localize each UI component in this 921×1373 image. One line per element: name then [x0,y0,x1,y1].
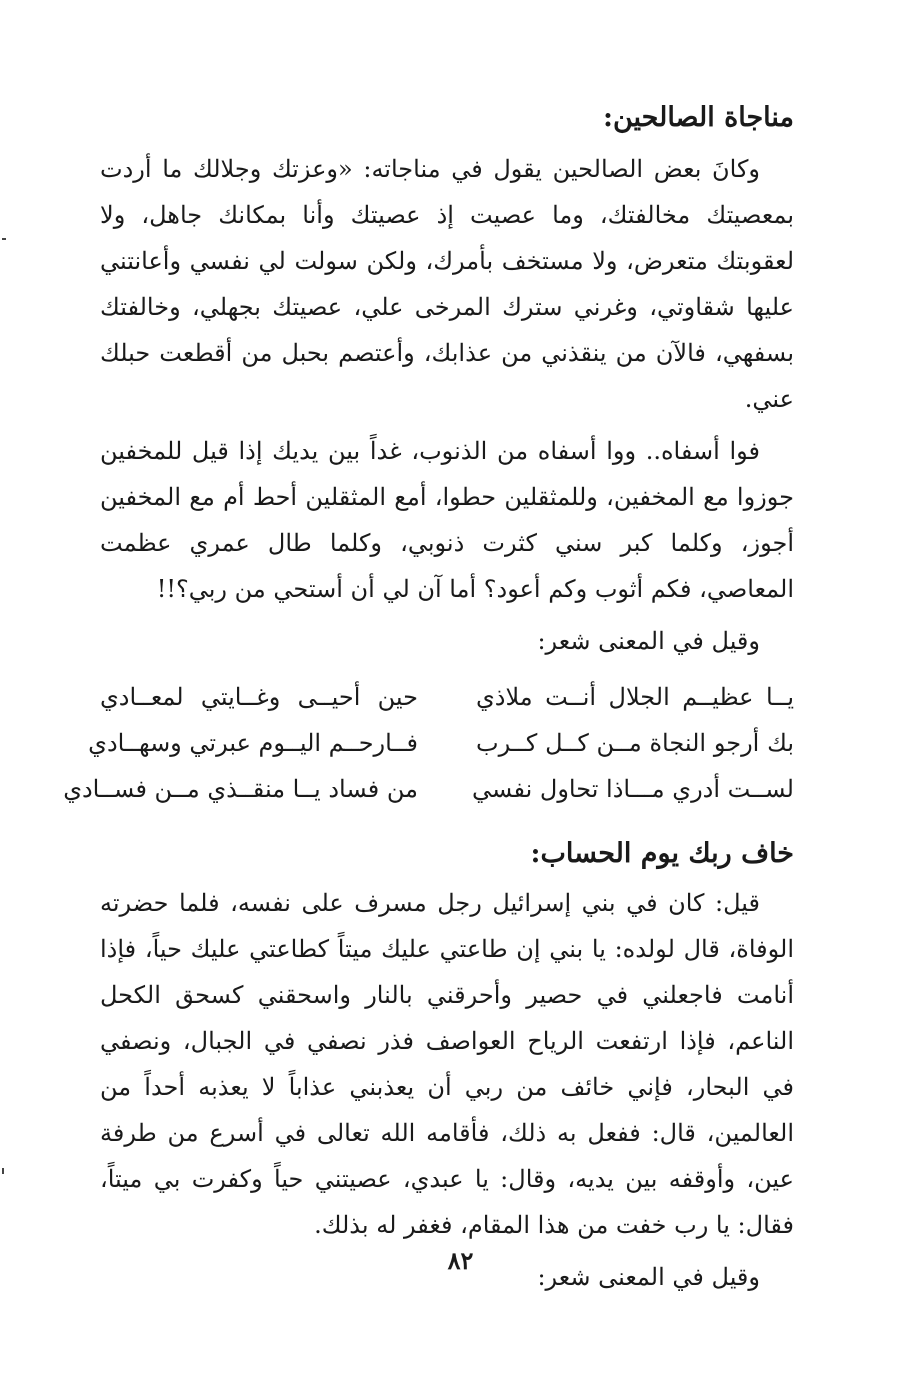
poem-hemistich-second: حين أحيــى وغــايتي لمعــادي [100,683,418,711]
poem-intro: وقيل في المعنى شعر: [537,627,760,655]
poem-line [100,674,794,720]
section-heading-hisab: خاف ربك يوم الحساب: [530,838,794,869]
poem [63,674,794,812]
poem-line [63,766,794,812]
poem-hemistich-first: بك أرجو النجاة مــن كــل كــرب [476,729,794,757]
margin-mark [2,238,6,240]
paragraph-munajat: وكانَ بعض الصالحين يقول في مناجاته: «وعزتك وجلالك ما أردت بمعصيتك مخالفتك، وما عصيت إذ عصيتك وأنا بمكانك جاهل، ولا لعقوبتك متعرض، ولا مستخف بأمرك، ولكن سولت لي نفسي وأعانتني عليها شقاوتي، وغرني سترك المرخى علي، عصيتك بجهلي، وخالفتك بسفهي، فالآن من ينقذني من عذابك، وأعتصم بحبل من أقطعت حبلك عني. [100,155,795,413]
margin-mark [2,1168,4,1174]
poem-intro: وقيل في المعنى شعر: [537,1263,760,1291]
paragraph-israel-story: قيل: كان في بني إسرائيل رجل مسرف على نفسه، فلما حضرته الوفاة، قال لولده: يا بني إن طاعتي عليك ميتاً كطاعتي عليك حياً، فإذا أنامت فاجعلني في حصير وأحرقني بالنار واسحقني كسحق الكحل الناعم، فإذا ارتفعت الرياح العواصف فذر نصفي في الجبال، ونصفي في البحار، فإني خائف من ربي أن يعذبني عذاباً لا يعذبه أحداً من العالمين، قال: ففعل به ذلك، فأقامه الله تعالى في أسرع من طرفة عين، وأوقفه بين يديه، وقال: يا عبدي، عصيتني حياً وكفرت بي ميتاً، فقال: يا رب خفت من هذا المقام، فغفر له بذلك. [100,889,794,1239]
poem-line [88,720,794,766]
poem-hemistich-second: من فساد يــا منقــذي مــن فســادي [63,775,418,803]
poem-hemistich-first: لســت أدري مـــاذا تحاول نفسي [472,775,794,803]
section-heading-salihin: مناجاة الصالحين: [603,102,794,133]
page-content [63,98,795,1300]
poem-hemistich-first: يــا عظيــم الجلال أنــت ملاذي [476,683,794,711]
page-number: ٨٢ [447,1246,474,1275]
poem-hemistich-second: فــارحــم اليــوم عبرتي وسهــادي [88,729,418,757]
paragraph-asafah: فوا أسفاه.. ووا أسفاه من الذنوب، غداً بين يديك إذا قيل للمخفين جوزوا مع المخفين، وللمثقلين حطوا، أمع المثقلين أحط أم مع المخفين أجوز، وكلما كبر سني كثرت ذنوبي، وكلما طال عمري عظمت المعاصي، فكم أثوب وكم أعود؟ أما آن لي أن أستحي من ربي؟!! [100,437,794,603]
